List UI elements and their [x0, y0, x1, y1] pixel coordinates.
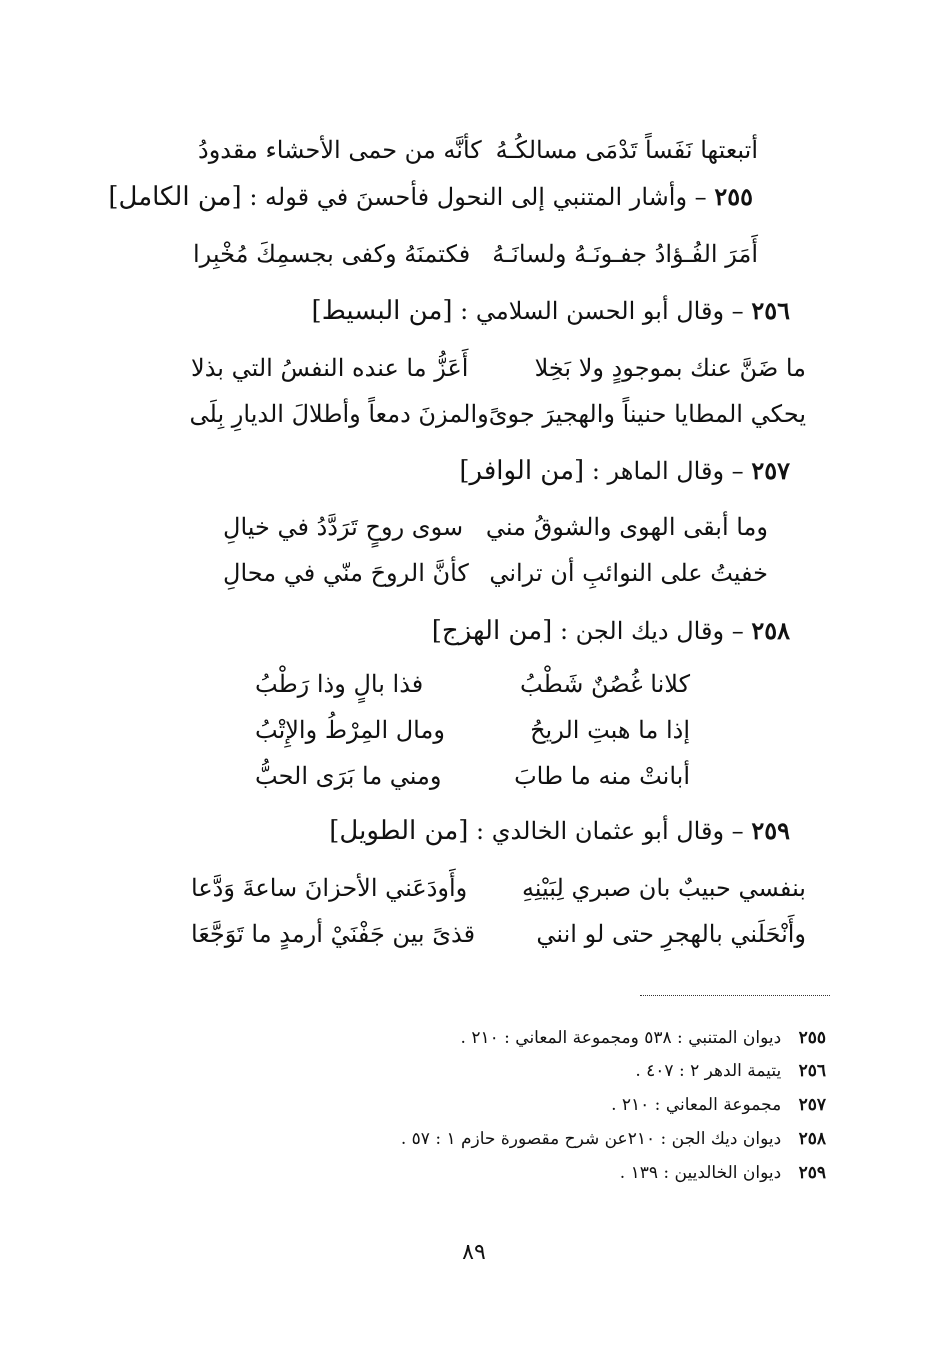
- meter-label: [من البسيط]: [311, 296, 453, 326]
- footnote-258: [401, 1131, 826, 1148]
- footnote-256: [635, 1063, 826, 1080]
- hemistich-first: إذا ما هبتِ الريحُ: [530, 716, 690, 744]
- footnote-number: ٢٥٨: [798, 1129, 826, 1149]
- entry-intro: – وقال أبو الحسن السلامي :: [460, 297, 744, 325]
- entry-intro: – وأشار المتنبي إلى النحول فأحسنَ في قوله :: [249, 183, 707, 211]
- entry-heading-256: [312, 298, 790, 324]
- verse-259-2: [191, 922, 806, 946]
- entry-number: ٢٥٩: [751, 816, 790, 845]
- verse-258-2: [255, 718, 690, 742]
- hemistich-second: قذىً بين جَفْنَيْ أرمدٍ ما تَوَجَّعَا: [191, 920, 476, 948]
- footnote-text: مجموعة المعاني : ٢١٠ .: [611, 1095, 782, 1115]
- verse-257-1: [223, 515, 768, 539]
- footnote-number: ٢٥٥: [798, 1028, 826, 1048]
- entry-number: ٢٥٨: [751, 616, 790, 645]
- hemistich-second: فذا بالٍ وذا رَطْبُ: [255, 670, 424, 698]
- meter-label: [من الكامل]: [108, 182, 242, 212]
- footnote-text: ديوان الخالديين : ١٣٩ .: [619, 1163, 782, 1183]
- verse-257-2: [223, 561, 768, 585]
- verse-255-1: [193, 242, 758, 266]
- hemistich-second: كأنَّه من حمى الأحشاء مقدودُ: [198, 136, 482, 164]
- entry-heading-257: [459, 458, 790, 484]
- hemistich-second: والمزنَ دمعاً وأطلالَ الديارِ بِلَى: [189, 400, 489, 428]
- entry-heading-255: [108, 184, 753, 210]
- meter-label: [من الطويل]: [329, 816, 469, 846]
- entry-heading-259: [329, 818, 790, 844]
- hemistich-second: ومني ما بَرَى الحبُّ: [255, 762, 442, 790]
- hemistich-first: أتبعتها نَفَساً تَدْمَى مسالكُـهُ: [495, 136, 758, 164]
- footnote-text: ديوان المتنبي : ٥٣٨ ومجموعة المعاني : ٢١٠ .: [460, 1028, 782, 1048]
- hemistich-first: يحكي المطايا حنيناً والهجيرَ جوىً: [488, 400, 806, 428]
- footnote-text: يتيمة الدهر ٢ : ٤٠٧ .: [635, 1061, 782, 1081]
- hemistich-first: خفيتُ على النوائبِ أن تراني: [489, 559, 768, 587]
- entry-intro: – وقال ديك الجن :: [559, 617, 744, 645]
- hemistich-first: أَمَرَ الفُـؤادُ جفـونَـهُ ولسانَـهُ: [492, 240, 758, 268]
- footnote-number: ٢٥٩: [798, 1163, 826, 1183]
- hemistich-second: أَعَزُّ ما عنده النفسُ التي بذلا: [191, 354, 469, 382]
- hemistich-first: وما أبقى الهوى والشوقُ مني: [485, 513, 768, 541]
- entry-heading-258: [432, 618, 790, 644]
- entry-intro: – وقال الماهر :: [591, 457, 744, 485]
- hemistich-first: ما ضَنَّ عنك بموجودٍ ولا بَخِلا: [534, 354, 806, 382]
- entry-number: ٢٥٥: [714, 182, 753, 211]
- entry-number: ٢٥٦: [751, 296, 790, 325]
- footnote-divider: [640, 995, 830, 996]
- hemistich-second: ومال المِرْطُ والإِتْبُ: [255, 716, 445, 744]
- hemistich-second: كأنَّ الروحَ منّي في محالِ: [223, 559, 469, 587]
- verse-256-2: [191, 402, 806, 426]
- footnote-number: ٢٥٧: [798, 1095, 826, 1115]
- meter-label: [من الوافر]: [459, 456, 585, 486]
- meter-label: [من الهزج]: [431, 616, 553, 646]
- hemistich-second: وأَودَعَني الأحزانَ ساعةَ وَدَّعا: [191, 874, 468, 902]
- verse-258-1: [255, 672, 690, 696]
- entry-number: ٢٥٧: [751, 456, 790, 485]
- verse-259-1: [191, 876, 806, 900]
- hemistich-first: بنفسي حبيبٌ بان صبري لِبَيْنِهِ: [521, 874, 806, 902]
- footnote-text: ديوان ديك الجن : ٢١٠عن شرح مقصورة حازم ١ : ٥٧ .: [400, 1129, 782, 1149]
- hemistich-first: أبانتْ منه ما طابَ: [514, 762, 690, 790]
- verse-258-3: [255, 764, 690, 788]
- verse-256-1: [191, 356, 806, 380]
- verse-opening: [198, 138, 758, 162]
- hemistich-first: كلانا غُصُنٌ شَطْبُ: [520, 670, 690, 698]
- entry-intro: – وقال أبو عثمان الخالدي :: [476, 817, 744, 845]
- footnote-257: [611, 1097, 826, 1114]
- footnote-255: [461, 1030, 826, 1047]
- footnote-259: [620, 1165, 826, 1182]
- hemistich-first: وأَنْحَلَني بالهجرِ حتى لو انني: [536, 920, 806, 948]
- footnote-number: ٢٥٦: [798, 1061, 826, 1081]
- hemistich-second: سوى روحٍ تَرَدَّدُ في خيالِ: [223, 513, 464, 541]
- hemistich-second: فكتمنَهُ وكفى بجسمِكَ مُخْبِرا: [193, 240, 471, 268]
- page-number: ٨٩: [462, 1240, 486, 1265]
